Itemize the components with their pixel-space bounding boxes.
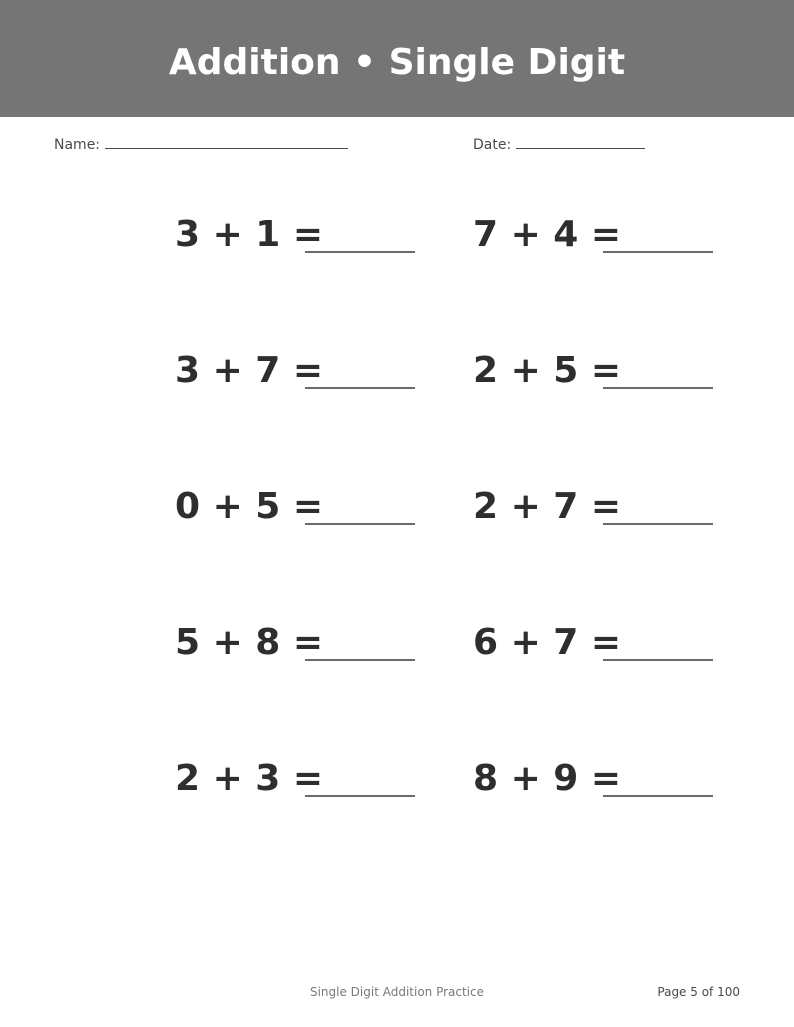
answer-line[interactable] (603, 251, 713, 253)
problem-item (175, 350, 435, 410)
problem-item (473, 214, 733, 274)
answer-line[interactable] (305, 523, 415, 525)
problem-expression: 3 + 7 = (175, 350, 324, 391)
answer-line[interactable] (305, 387, 415, 389)
problem-expression: 3 + 1 = (175, 214, 324, 255)
date-label: Date: (473, 137, 512, 153)
footer-title: Single Digit Addition Practice (309, 985, 485, 999)
worksheet-title: Addition • Single Digit (168, 42, 626, 83)
worksheet-header (0, 0, 794, 117)
answer-line[interactable] (305, 795, 415, 797)
answer-line[interactable] (305, 251, 415, 253)
problem-item (175, 622, 435, 682)
problem-item (175, 214, 435, 274)
name-label: Name: (54, 137, 101, 153)
date-field[interactable] (473, 136, 645, 153)
problem-expression: 2 + 3 = (175, 758, 324, 799)
problem-expression: 0 + 5 = (175, 486, 324, 527)
date-blank-line[interactable] (516, 136, 645, 149)
name-field[interactable] (54, 136, 348, 153)
answer-line[interactable] (305, 659, 415, 661)
problem-expression: 2 + 7 = (473, 486, 622, 527)
problem-expression: 8 + 9 = (473, 758, 622, 799)
page-number: Page 5 of 100 (657, 985, 740, 999)
problem-expression: 2 + 5 = (473, 350, 622, 391)
problem-item (175, 486, 435, 546)
answer-line[interactable] (603, 387, 713, 389)
answer-line[interactable] (603, 795, 713, 797)
problem-item (473, 758, 733, 818)
problem-expression: 7 + 4 = (473, 214, 622, 255)
name-blank-line[interactable] (105, 136, 348, 149)
problem-item (473, 486, 733, 546)
problem-expression: 5 + 8 = (175, 622, 324, 663)
answer-line[interactable] (603, 523, 713, 525)
problem-item (473, 622, 733, 682)
answer-line[interactable] (603, 659, 713, 661)
problem-item (473, 350, 733, 410)
problem-item (175, 758, 435, 818)
problem-expression: 6 + 7 = (473, 622, 622, 663)
